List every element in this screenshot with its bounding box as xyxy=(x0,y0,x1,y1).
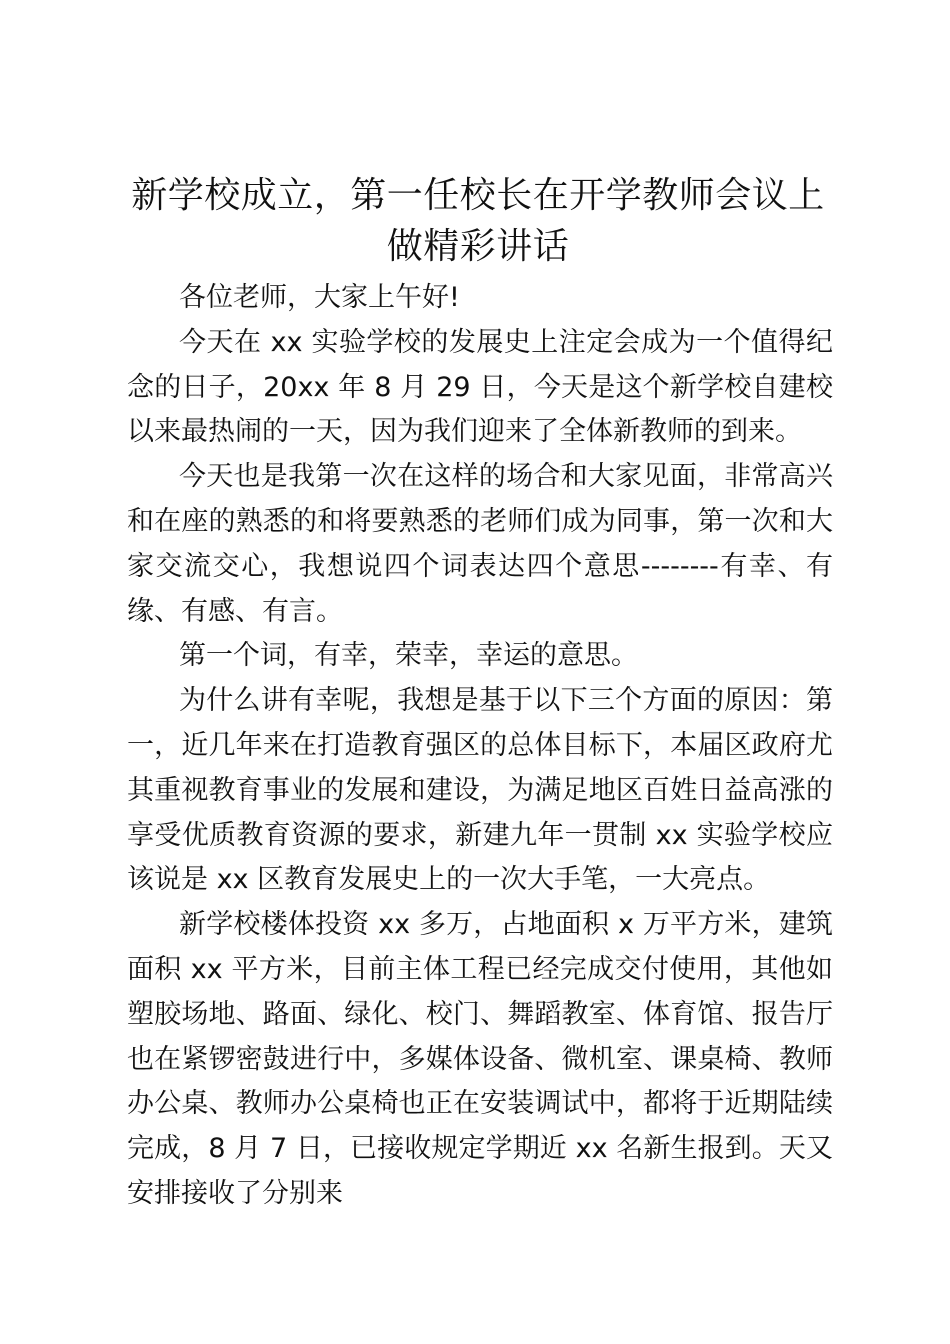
paragraph-first-word: 第一个词，有幸，荣幸，幸运的意思。 xyxy=(179,640,638,672)
document-body xyxy=(127,276,833,1217)
paragraph-school-building: 新学校楼体投资 xx 多万，占地面积 x 万平方米，建筑面积 xx 平方米，目前主体工程已经完成交付使用，其他如塑胶场地、路面、绿化、校门、舞蹈教室、体育馆、报告厅也在紧锣密鼓进行中，多媒体设备、微机室、课桌椅、教师办公桌、教师办公桌椅也正在安装调试中，都将于近期陆续完成，8 月 7 日，已接收规定学期近 xx 名新生报到。天又安排接收了分别来 xyxy=(127,909,833,1209)
paragraph-reasons: 为什么讲有幸呢，我想是基于以下三个方面的原因：第一，近几年来在打造教育强区的总体目标下，本届区政府尤其重视教育事业的发展和建设，为满足地区百姓日益高涨的享受优质教育资源的要求，新建九年一贯制 xx 实验学校应该说是 xx 区教育发展史上的一次大手笔，一大亮点。 xyxy=(127,685,833,896)
paragraph-intro: 今天在 xx 实验学校的发展史上注定会成为一个值得纪念的日子，20xx 年 8 月 29 日，今天是这个新学校自建校以来最热闹的一天，因为我们迎来了全体新教师的到来。 xyxy=(127,326,833,448)
paragraph-four-words: 今天也是我第一次在这样的场合和大家见面，非常高兴和在座的熟悉的和将要熟悉的老师们成为同事，第一次和大家交流交心，我想说四个词表达四个意思--------有幸、有缘、有感、有言。 xyxy=(127,461,833,627)
document-title: 新学校成立，第一任校长在开学教师会议上做精彩讲话 xyxy=(131,175,825,267)
paragraph-greeting: 各位老师，大家上午好! xyxy=(179,282,460,313)
